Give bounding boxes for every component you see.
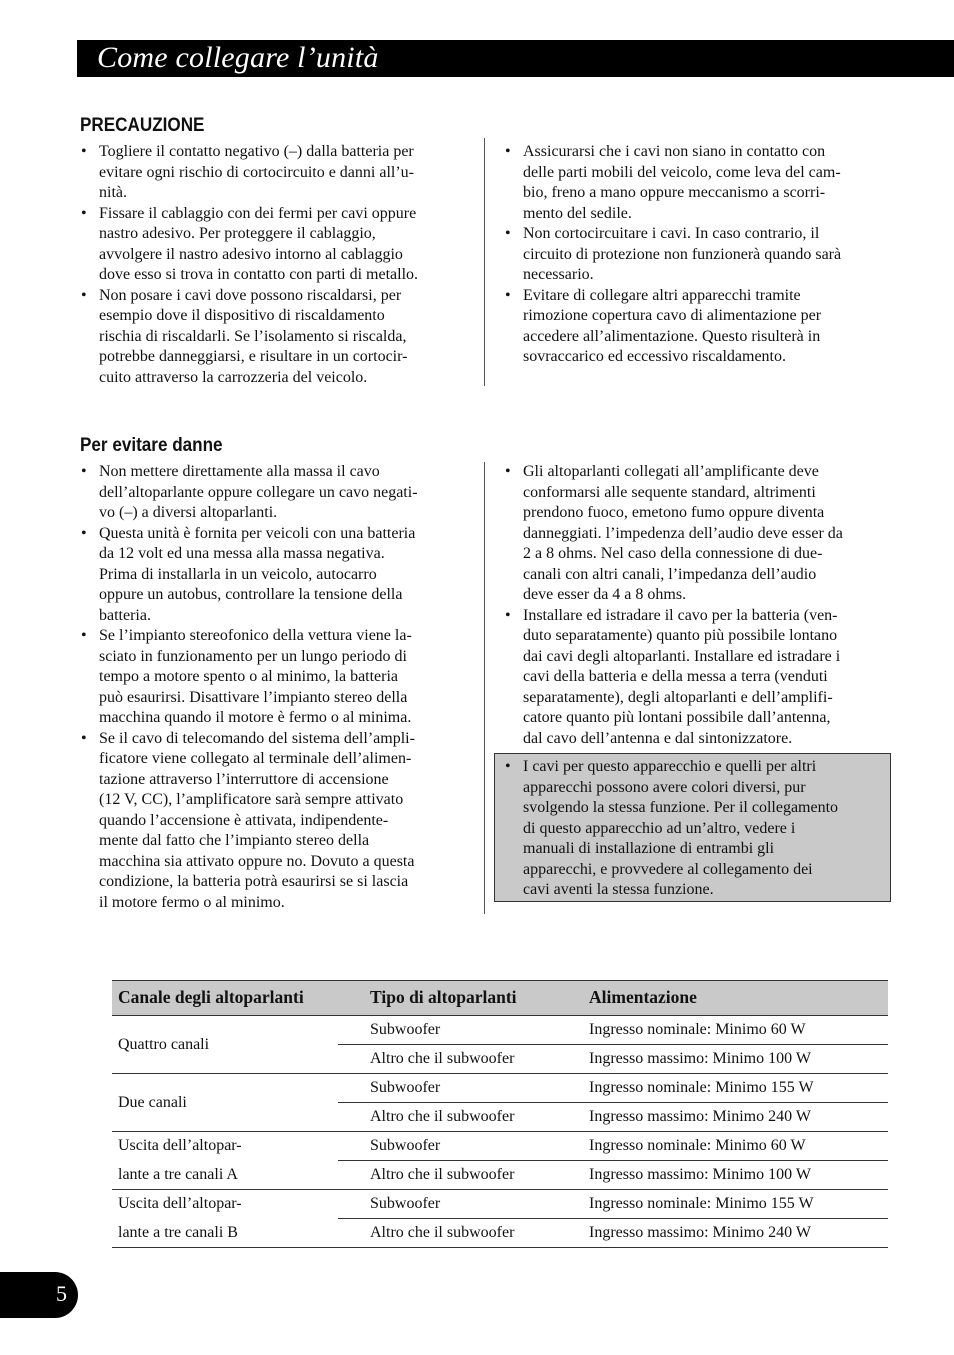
bullet-item [80, 142, 470, 204]
danni-left-column [80, 462, 470, 913]
bullet-line: mento del sedile. [523, 204, 632, 222]
speaker-spec-table [112, 980, 888, 1248]
bullet-line: apparecchi, e provvedere al collegamento dei [523, 860, 813, 878]
precauzione-heading: PRECAUZIONE [80, 115, 205, 136]
bullet-item [80, 462, 470, 524]
bullet-item [504, 757, 884, 901]
power-cell: Ingresso nominale: Minimo 60 W [583, 1132, 888, 1161]
bullet-line: necessario. [523, 266, 594, 283]
power-cell: Ingresso massimo: Minimo 240 W [583, 1219, 888, 1248]
type-cell: Subwoofer [338, 1074, 583, 1103]
type-cell: Altro che il subwoofer [338, 1103, 583, 1132]
bullet-line: da 12 volt ed una messa alla massa negativa. [99, 545, 385, 562]
bullet-line: macchina sia attivato oppure no. Dovuto a questa [99, 852, 415, 870]
channel-cell: Uscita dell’altopar- [118, 1195, 242, 1213]
bullet-line: vo (–) a diversi altoparlanti. [99, 504, 278, 521]
page-number: 5 [56, 1281, 67, 1306]
bullet-item [504, 286, 894, 368]
bullet-line: • Assicurarsi che i cavi non siano in contatto con [523, 143, 826, 160]
power-cell: Ingresso nominale: Minimo 60 W [583, 1016, 888, 1045]
chapter-title-bar [77, 40, 954, 77]
precauzione-left-column [80, 142, 470, 388]
bullet-line: dai cavi degli altoparlanti. Installare ed istradare i [523, 647, 841, 665]
bullet-line: • Gli altoparlanti collegati all’amplificante deve [523, 463, 819, 480]
bullet-line: rimozione copertura cavo di alimentazione per [523, 307, 822, 324]
power-cell: Ingresso massimo: Minimo 240 W [583, 1103, 888, 1132]
bullet-line: tazione attraverso l’interruttore di accensione [99, 770, 389, 788]
bullet-line: • Evitare di collegare altri apparecchi tramite [523, 286, 801, 304]
bullet-line: • Se l’impianto stereofonico della vettura viene la- [99, 627, 412, 644]
table-row [112, 1016, 888, 1045]
bullet-line: • Non mettere direttamente alla massa il cavo [99, 463, 380, 480]
bullet-line: deve esser da 4 a 8 ohms. [523, 586, 687, 603]
type-cell: Subwoofer [338, 1190, 583, 1219]
bullet-line: svolgendo la stessa funzione. Per il collegamento [523, 799, 839, 816]
bullet-line: rischia di riscaldarli. Se l’isolamento si riscalda, [99, 327, 407, 345]
table-row [112, 1190, 888, 1219]
page-number-badge [0, 1272, 78, 1318]
channel-cell: Due canali [112, 1074, 338, 1132]
bullet-line: dal cavo dell’antenna e dal sintonizzatore. [523, 729, 793, 747]
bullet-line: (12 V, CC), l’amplificatore sarà sempre attivato [99, 791, 404, 808]
bullet-line: cavi della batteria e della messa a terra (venduti [523, 668, 828, 685]
bullet-line: il motore fermo o al minimo. [99, 893, 285, 911]
bullet-line: nastro adesivo. Per proteggere il cablaggio, [99, 225, 376, 242]
bullet-line: • Fissare il cablaggio con dei fermi per cavi oppure [99, 204, 417, 222]
bullet-line: danneggiati. l’impedenza dell’audio deve esser da [523, 524, 843, 542]
header-tipo: Tipo di altoparlanti [338, 981, 583, 1016]
precauzione-right-column [504, 142, 894, 368]
danni-right-column [504, 462, 894, 749]
channel-cell: Uscita dell’altopar- [118, 1137, 242, 1155]
bullet-line: macchina quando il motore è fermo o al minima. [99, 709, 412, 726]
bullet-item [80, 729, 470, 914]
type-cell: Altro che il subwoofer [338, 1161, 583, 1190]
bullet-line: duto separatamente) quanto più possibile lontano [523, 627, 838, 644]
channel-cell: lante a tre canali A [112, 1161, 338, 1190]
table-row [112, 1074, 888, 1103]
bullet-line: dove esso si trova in contatto con parti di metallo. [99, 266, 419, 283]
bullet-item [504, 224, 894, 286]
bullet-line: prendono fuoco, emetono fumo oppure diventa [523, 504, 825, 521]
column-divider [484, 462, 485, 914]
bullet-line: circuito di protezione non funzionerà quando sarà [523, 245, 842, 263]
type-cell: Subwoofer [338, 1132, 583, 1161]
type-cell: Altro che il subwoofer [338, 1219, 583, 1248]
channel-cell: Quattro canali [112, 1016, 338, 1074]
bullet-item [504, 142, 894, 224]
bullet-line: • Non posare i cavi dove possono riscaldarsi, per [99, 286, 402, 304]
bullet-line: 2 a 8 ohms. Nel caso della connessione di due- [523, 545, 823, 562]
bullet-line: esempio dove il dispositivo di riscaldamento [99, 307, 385, 324]
bullet-line: catore quanto più lontani possibile dall’antenna, [523, 709, 831, 726]
bullet-line: • I cavi per questo apparecchio e quelli per altri [523, 758, 817, 775]
power-cell: Ingresso nominale: Minimo 155 W [583, 1190, 888, 1219]
bullet-line: mente dal fatto che l’impianto stereo della [99, 832, 370, 849]
bullet-line: • Se il cavo di telecomando del sistema dell’ampli- [99, 729, 415, 747]
bullet-item [504, 462, 894, 606]
bullet-line: cuito attraverso la carrozzeria del veicolo. [99, 368, 368, 386]
power-cell: Ingresso massimo: Minimo 100 W [583, 1161, 888, 1190]
bullet-line: dell’altoparlante oppure collegare un cavo negati- [99, 483, 418, 501]
bullet-item [80, 626, 470, 729]
table-row [112, 1132, 888, 1161]
bullet-line: cavi aventi la stessa funzione. [523, 881, 714, 898]
bullet-line: Prima di installarla in un veicolo, autocarro [99, 565, 377, 583]
bullet-line: condizione, la batteria potrà esaurirsi se si lascia [99, 873, 409, 890]
bullet-line: oppure un autobus, controllare la tensione della [99, 586, 403, 603]
bullet-line: di questo apparecchio ad un’altro, vedere i [523, 819, 796, 837]
danni-heading: Per evitare danne [80, 435, 223, 456]
note-box [494, 753, 891, 902]
bullet-line: delle parti mobili del veicolo, come leva del cam- [523, 163, 841, 181]
bullet-item [80, 524, 470, 627]
header-alimentazione: Alimentazione [583, 981, 888, 1016]
column-divider [484, 138, 485, 386]
bullet-line: conformarsi alle sequente standard, altrimenti [523, 483, 816, 501]
bullet-line: accedere all’alimentazione. Questo risulterà in [523, 327, 821, 345]
power-cell: Ingresso nominale: Minimo 155 W [583, 1074, 888, 1103]
bullet-line: manuali di installazione di entrambi gli [523, 840, 775, 857]
bullet-line: batteria. [99, 606, 151, 624]
table-header-row [112, 981, 888, 1016]
bullet-line: bio, freno a mano oppure meccanismo a scorri- [523, 184, 826, 201]
bullet-line: sovraccarico ed eccessivo riscaldamento. [523, 348, 786, 365]
bullet-line: apparecchi possono avere colori diversi, pur [523, 778, 806, 796]
bullet-line: canali con altri canali, l’impedanza dell’audio [523, 565, 817, 583]
page-title: Come collegare l’unità [97, 41, 379, 74]
bullet-line: • Questa unità è fornita per veicoli con una batteria [99, 524, 416, 542]
bullet-line: tempo a motore spento o al minimo, la batteria [99, 668, 399, 685]
bullet-item [80, 204, 470, 286]
bullet-line: • Non cortocircuitare i cavi. In caso contrario, il [523, 225, 820, 242]
bullet-line: sciato in funzionamento per un lungo periodo di [99, 647, 407, 665]
header-canale: Canale degli altoparlanti [112, 981, 338, 1016]
bullet-line: nità. [99, 184, 127, 201]
bullet-item [80, 286, 470, 389]
bullet-line: ficatore viene collegato al terminale dell’alimen- [99, 750, 412, 767]
bullet-line: • Togliere il contatto negativo (–) dalla batteria per [99, 143, 414, 160]
bullet-line: evitare ogni rischio di cortocircuito e danni all’u- [99, 163, 414, 181]
power-cell: Ingresso massimo: Minimo 100 W [583, 1045, 888, 1074]
bullet-line: • Installare ed istradare il cavo per la batteria (ven- [523, 606, 838, 624]
bullet-line: avvolgere il nastro adesivo intorno al cablaggio [99, 245, 403, 263]
bullet-line: potrebbe danneggiarsi, e risultare in un cortocir- [99, 348, 408, 365]
bullet-item [504, 606, 894, 750]
bullet-line: può esaurirsi. Disattivare l’impianto stereo della [99, 688, 408, 706]
table-row [112, 1161, 888, 1190]
type-cell: Subwoofer [338, 1016, 583, 1045]
channel-cell: lante a tre canali B [112, 1219, 338, 1248]
table-row [112, 1219, 888, 1248]
bullet-line: separatamente), degli altoparlanti e dell’amplifi- [523, 688, 833, 706]
bullet-line: quando l’accensione è attivata, indipendente- [99, 811, 389, 829]
type-cell: Altro che il subwoofer [338, 1045, 583, 1074]
